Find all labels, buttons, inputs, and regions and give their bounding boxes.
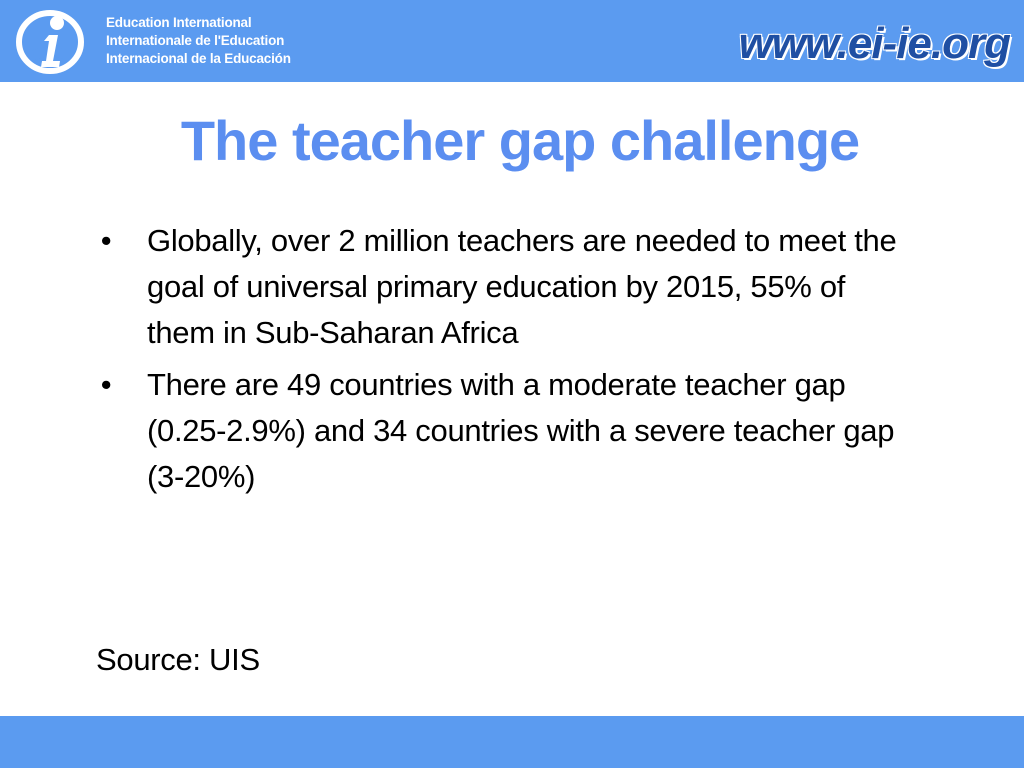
bullet-text: Globally, over 2 million teachers are needed to meet the goal of universal primary education by 2015, 55% of them in Sub-Saharan Africa [147, 223, 897, 350]
org-name-fr: Internationale de l'Education [106, 33, 285, 48]
org-name-en: Education International [106, 15, 252, 30]
bullet-item [96, 362, 916, 500]
org-name-es: Internacional de la Educación [106, 51, 291, 66]
bullet-item [96, 218, 916, 356]
bullet-text: There are 49 countries with a moderate teacher gap (0.25-2.9%) and 34 countries with a severe teacher gap (3-20%) [147, 367, 895, 494]
bullet-icon: • [100, 367, 112, 402]
ei-logo-icon [14, 7, 86, 75]
bullet-list [96, 218, 916, 506]
source-note: Source: UIS [96, 642, 260, 677]
header-band [0, 0, 1024, 82]
footer-band [0, 716, 1024, 768]
website-link[interactable]: www.ei-ie.org [738, 19, 1010, 68]
slide-title: The teacher gap challenge [180, 109, 860, 172]
bullet-icon: • [100, 223, 112, 258]
organization-names [106, 14, 291, 68]
